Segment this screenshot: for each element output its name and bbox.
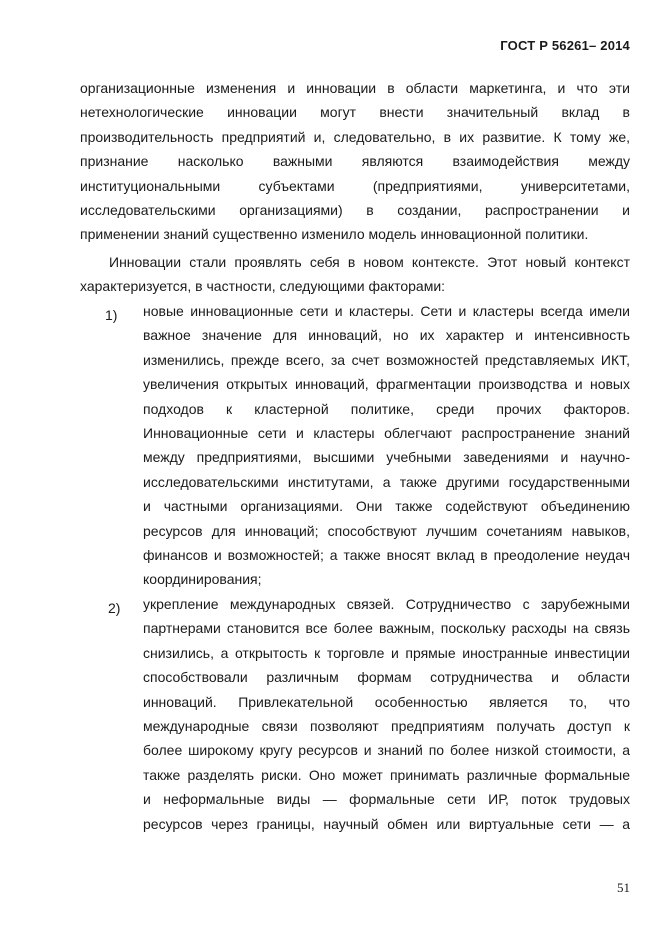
text-line: между предприятиями, высшими учебными заведениями и научно- [143, 449, 630, 466]
list-item-2 [143, 596, 630, 840]
text-line: организационные изменения и инновации в области маркетинга, и что эти [80, 80, 630, 96]
text-line: важное значение для инноваций, но их характер и интенсивность [143, 327, 630, 344]
text-line: партнерами становится все более важным, поскольку расходы на связь [143, 620, 630, 637]
text-line: Инновации стали проявлять себя в новом контексте. Этот новый контекст [109, 254, 630, 270]
text-line: институциональными субъектами (предприятиями, университетами, [80, 177, 630, 194]
text-line: новые инновационные сети и кластеры. Сети и кластеры всегда имели [143, 303, 630, 319]
paragraph-2 [80, 254, 630, 303]
text-line: подходов к кластерной политике, среди прочих факторов. [143, 400, 630, 417]
text-line: и частными организациями. Они также содействуют объединению [143, 498, 630, 515]
text-line: нетехнологические инновации могут внести значительный вклад в [80, 104, 630, 121]
paragraph-1 [80, 80, 630, 251]
text-line: признание насколько важными являются взаимодействия между [80, 153, 630, 170]
document-header-standard-id: ГОСТ Р 56261– 2014 [500, 38, 630, 53]
text-line: снизились, а открытость к торговле и прямые иностранные инвестиции [143, 644, 630, 661]
text-line: производительность предприятий и, следовательно, в их развитие. К тому же, [80, 128, 630, 145]
text-line: координирования; [143, 571, 262, 588]
list-item-2-number: 2) [108, 600, 121, 616]
text-line: более широкому кругу ресурсов и знаний по более низкой стоимости, а [143, 742, 630, 759]
text-line: исследовательскими организациями) в создании, распространении и [80, 201, 630, 218]
list-item-1-number: 1) [105, 307, 118, 323]
text-line: также разделять риски. Оно может принимать различные формальные [143, 766, 630, 783]
text-line: применении знаний существенно изменило модель инновационной политики. [80, 226, 589, 243]
text-line: инноваций. Привлекательной особенностью является то, что [143, 693, 630, 710]
text-line: международные связи позволяют предприятиям получать доступ к [143, 717, 630, 734]
list-item-1 [143, 303, 630, 596]
text-line: Инновационные сети и кластеры облегчают распространение знаний [143, 424, 630, 441]
text-line: увеличения открытых инноваций, фрагментации производства и новых [143, 376, 630, 393]
text-line: исследовательскими институтами, а также другими государственными [143, 473, 630, 490]
text-line: характеризуется, в частности, следующими факторами: [80, 278, 446, 295]
text-line: финансов и возможностей; а также вносят вклад в преодоление неудач [143, 546, 630, 563]
text-line: ресурсов через границы, научный обмен или виртуальные сети — а [143, 815, 630, 832]
page-number: 51 [617, 880, 630, 895]
text-line: ресурсов для инноваций; способствуют лучшим сочетаниям навыков, [143, 522, 630, 539]
text-line: способствовали различным формам сотрудничества и области [143, 669, 630, 686]
text-line: изменились, прежде всего, за счет возможностей представляемых ИКТ, [143, 351, 630, 368]
text-line: и неформальные виды — формальные сети ИР, поток трудовых [143, 791, 630, 808]
text-line: укрепление международных связей. Сотрудничество с зарубежными [143, 596, 630, 612]
